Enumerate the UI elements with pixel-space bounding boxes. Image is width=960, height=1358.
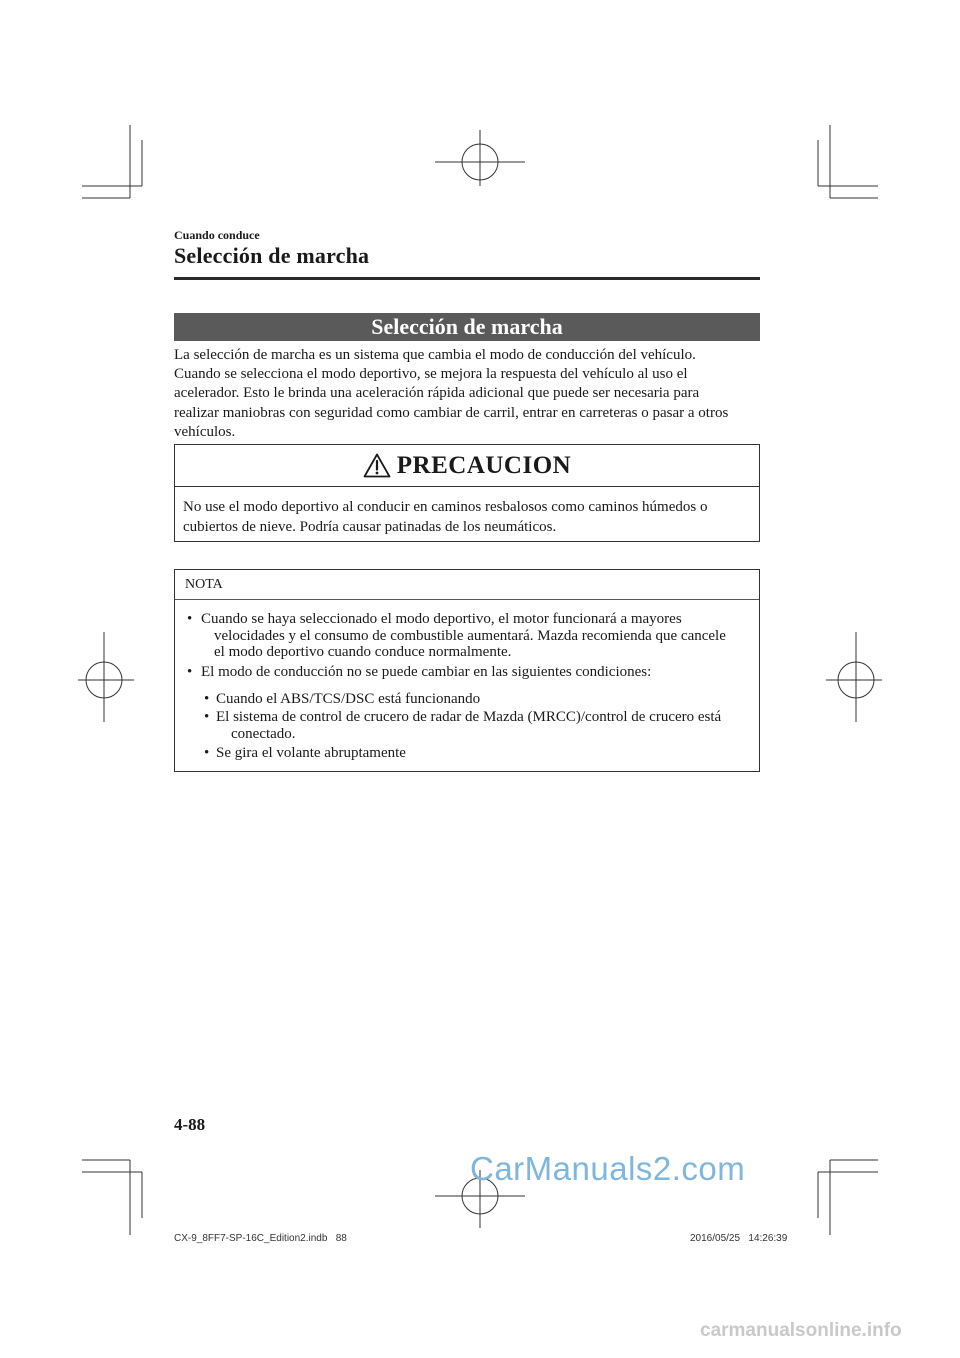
note-bullet: • Cuando se haya seleccionado el modo deportivo, el motor funcionará a mayores velocidades y el consumo de combustible aumentará. Mazda recomienda que cancele el modo deportivo cuando conduce normalmente. bbox=[187, 611, 726, 660]
section-kicker: Cuando conduce bbox=[174, 228, 260, 242]
bullet-dot: • bbox=[204, 745, 210, 761]
footer-file-name: CX-9_8FF7-SP-16C_Edition2.indb 88 bbox=[174, 1233, 347, 1244]
intro-line: acelerador. Esto le brinda una aceleración rápida adicional que puede ser necesaria para bbox=[174, 385, 700, 402]
note-sub-bullet: • El sistema de control de crucero de radar de Mazda (MRCC)/control de crucero está conectado. bbox=[204, 709, 722, 742]
intro-paragraph bbox=[174, 346, 764, 442]
watermark-primary: CarManuals2.com bbox=[470, 1150, 746, 1187]
bullet-dot: • bbox=[204, 709, 210, 725]
intro-line: vehículos. bbox=[174, 423, 236, 440]
caution-line: No use el modo deportivo al conducir en caminos resbalosos como caminos húmedos o bbox=[183, 499, 708, 515]
title-rule bbox=[174, 277, 760, 280]
note-sub-bullet: • Se gira el volante abruptamente bbox=[204, 745, 406, 761]
section-title: Selección de marcha bbox=[174, 243, 370, 268]
warning-triangle-icon bbox=[363, 453, 391, 478]
caution-line: cubiertos de nieve. Podría causar patinadas de los neumáticos. bbox=[183, 518, 557, 535]
page-heading: Selección de marcha bbox=[174, 313, 760, 341]
intro-line: Cuando se selecciona el modo deportivo, se mejora la respuesta del vehículo al uso el bbox=[174, 366, 688, 383]
note-box bbox=[174, 569, 760, 772]
note-bullet: • El modo de conducción no se puede cambiar en las siguientes condiciones: bbox=[187, 664, 652, 680]
bullet-dot: • bbox=[187, 664, 193, 680]
intro-line: La selección de marcha es un sistema que cambia el modo de conducción del vehículo. bbox=[174, 347, 696, 363]
bullet-dot: • bbox=[204, 691, 210, 707]
watermark-secondary: carmanualsonline.info bbox=[700, 1320, 902, 1341]
note-header bbox=[175, 570, 759, 600]
note-title: NOTA bbox=[185, 577, 223, 592]
caution-header bbox=[175, 445, 759, 487]
bullet-dot: • bbox=[187, 611, 193, 627]
intro-line: realizar maniobras con seguridad como cambiar de carril, entrar en carreteras o pasar a otros bbox=[174, 404, 729, 421]
caution-text bbox=[183, 498, 753, 537]
caution-title: PRECAUCION bbox=[396, 451, 572, 479]
note-sub-bullet: • Cuando el ABS/TCS/DSC está funcionando bbox=[204, 691, 481, 707]
footer-timestamp: 2016/05/25 14:26:39 bbox=[690, 1233, 788, 1244]
caution-box bbox=[174, 444, 760, 542]
page-number: 4-88 bbox=[174, 1115, 206, 1134]
